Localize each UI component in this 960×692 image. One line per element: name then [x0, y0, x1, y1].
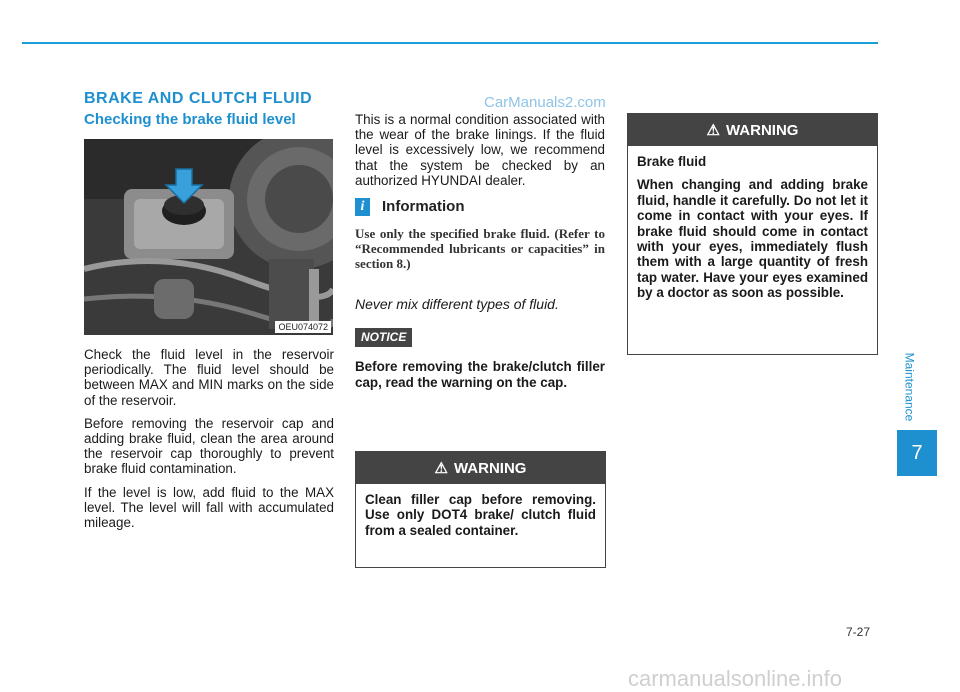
notice-badge: NOTICE	[355, 328, 412, 347]
column-left	[84, 347, 334, 538]
column-middle	[355, 112, 605, 398]
watermark-top: CarManuals2.com	[484, 94, 606, 111]
warning-text: Clean filler cap before removing. Use only DOT4 brake/ clutch fluid from a sealed container.	[365, 492, 596, 538]
information-title: Information	[382, 198, 465, 216]
warning-header	[628, 114, 877, 146]
warning-header	[356, 452, 605, 484]
fluid-mix-note: Never mix different types of fluid.	[355, 296, 559, 313]
warning-label: WARNING	[453, 459, 527, 477]
warning-text: When changing and adding brake fluid, handle it carefully. Do not let it come in contact with your eyes. If brake fluid should come in contact with your eyes, immediately flush them with a large quantity of fresh tap water. Have your eyes examined by a doctor as soon as possible.	[637, 177, 868, 301]
paragraph: If the level is low, add fluid to the MAX level. The level will fall with accumulated mileage.	[84, 484, 334, 531]
top-rule	[22, 42, 878, 44]
notice-text: Before removing the brake/clutch filler cap, read the warning on the cap.	[355, 359, 605, 390]
warning-box-filler-cap	[355, 451, 606, 568]
warning-triangle-icon: ⚠	[706, 122, 720, 139]
section-title: BRAKE AND CLUTCH FLUID	[84, 90, 313, 107]
sub-title: Checking the brake fluid level	[84, 111, 296, 128]
engine-bay-image	[84, 139, 333, 335]
information-heading	[355, 198, 605, 216]
warning-triangle-icon: ⚠	[434, 460, 448, 477]
chapter-name: Maintenance	[902, 352, 916, 422]
paragraph: Before removing the reservoir cap and adding brake fluid, clean the area around the reservoir cap thoroughly to prevent brake fluid contamination.	[84, 415, 334, 477]
warning-content	[628, 146, 877, 317]
warning-title: Brake fluid	[637, 154, 707, 169]
watermark-bottom: carmanualsonline.info	[628, 666, 843, 691]
page-number: 7-27	[846, 625, 871, 639]
reservoir-photo	[84, 139, 333, 335]
paragraph: This is a normal condition associated with the wear of the brake linings. If the fluid level is excessively low, we recommend that the system be checked by an authorized HYUNDAI dealer.	[355, 112, 605, 188]
info-icon: i	[355, 198, 370, 216]
paragraph: Check the fluid level in the reservoir periodically. The fluid level should be between MAX and MIN marks on the side of the reservoir.	[84, 347, 334, 408]
chapter-side-label	[897, 343, 921, 431]
warning-box-brake-fluid	[627, 113, 878, 355]
chapter-number-tab: 7	[897, 430, 937, 476]
figure-code: OEU074072	[275, 321, 331, 333]
information-text: Use only the specified brake fluid. (Refer to “Recommended lubricants or capacities” in section 8.)	[355, 226, 605, 272]
warning-label: WARNING	[725, 121, 799, 139]
